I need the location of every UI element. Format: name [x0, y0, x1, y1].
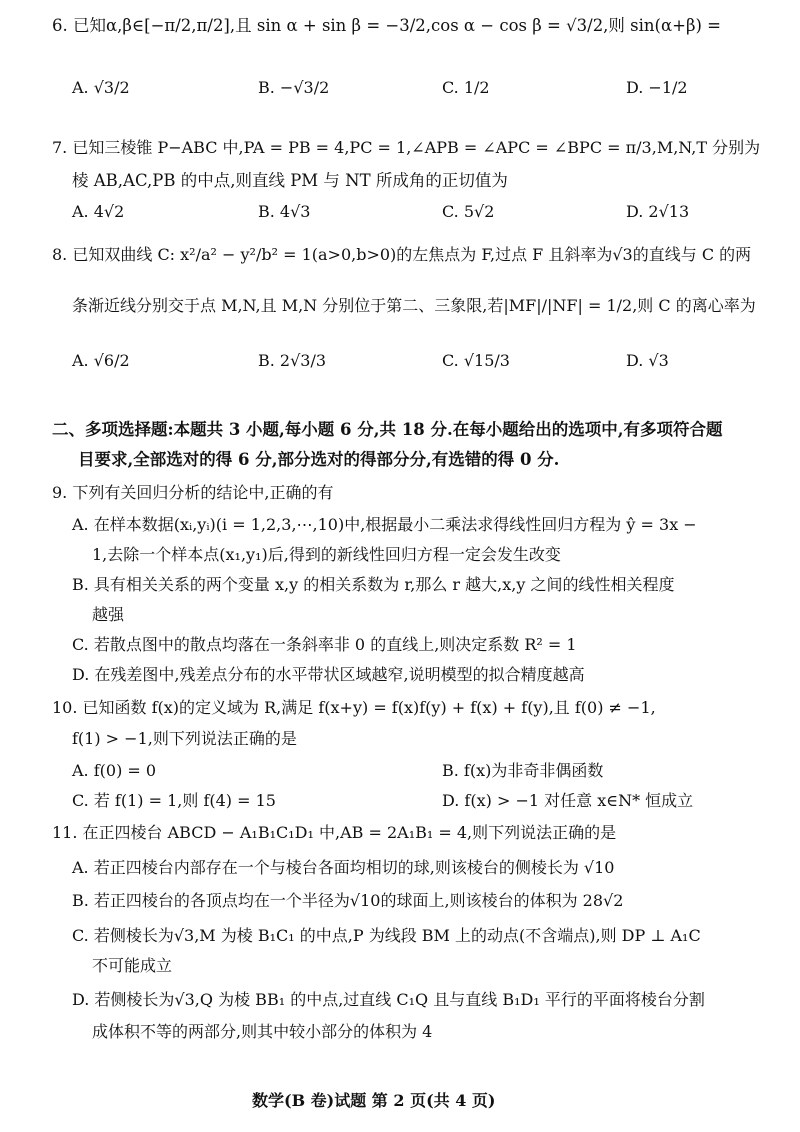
q8-option-c: C. √15/3: [442, 351, 510, 370]
q7-stem-line2: 棱 AB,AC,PB 的中点,则直线 PM 与 NT 所成角的正切值为: [72, 171, 508, 190]
q7-option-b: B. 4√3: [258, 202, 311, 221]
q6-option-c: C. 1/2: [442, 78, 490, 97]
q11-option-c-line1: C. 若侧棱长为√3,M 为棱 B₁C₁ 的中点,P 为线段 BM 上的动点(不含端点),则 DP ⊥ A₁C: [72, 926, 701, 945]
q7-option-a: A. 4√2: [72, 202, 125, 221]
q7-stem-line1: 7. 已知三棱锥 P−ABC 中,PA = PB = 4,PC = 1,∠APB = ∠APC = ∠BPC = π/3,M,N,T 分别为: [52, 138, 761, 157]
q10-stem-line2: f(1) > −1,则下列说法正确的是: [72, 729, 297, 748]
q8-option-b: B. 2√3/3: [258, 351, 327, 370]
q8-stem-line1: 8. 已知双曲线 C: x²/a² − y²/b² = 1(a>0,b>0)的左焦点为 F,过点 F 且斜率为√3的直线与 C 的两: [52, 245, 752, 264]
q11-stem: 11. 在正四棱台 ABCD − A₁B₁C₁D₁ 中,AB = 2A₁B₁ = 4,则下列说法正确的是: [52, 823, 617, 842]
section2-heading-line2: 目要求,全部选对的得 6 分,部分选对的得部分分,有选错的得 0 分.: [78, 450, 560, 469]
q8-stem-line2: 条渐近线分别交于点 M,N,且 M,N 分别位于第二、三象限,若|MF|/|NF| = 1/2,则 C 的离心率为: [72, 296, 756, 315]
section2-heading-line1: 二、多项选择题:本题共 3 小题,每小题 6 分,共 18 分.在每小题给出的选项中,有多项符合题: [52, 420, 723, 439]
q10-option-a: A. f(0) = 0: [72, 761, 157, 780]
q6-option-a: A. √3/2: [72, 78, 130, 97]
q10-option-b: B. f(x)为非奇非偶函数: [442, 761, 604, 780]
q8-option-d: D. √3: [626, 351, 669, 370]
q7-option-c: C. 5√2: [442, 202, 495, 221]
q6-stem: 6. 已知α,β∈[−π/2,π/2],且 sin α + sin β = −3/2,cos α − cos β = √3/2,则 sin(α+β) =: [52, 16, 721, 35]
q11-option-c-line2: 不可能成立: [92, 956, 173, 975]
q10-option-c: C. 若 f(1) = 1,则 f(4) = 15: [72, 791, 276, 810]
q9-option-b-line2: 越强: [92, 605, 125, 624]
q11-option-a: A. 若正四棱台内部存在一个与棱台各面均相切的球,则该棱台的侧棱长为 √10: [72, 858, 615, 877]
q9-option-a-line2: 1,去除一个样本点(x₁,y₁)后,得到的新线性回归方程一定会发生改变: [92, 545, 561, 564]
q11-option-d-line2: 成体积不等的两部分,则其中较小部分的体积为 4: [92, 1022, 433, 1041]
q11-option-b: B. 若正四棱台的各顶点均在一个半径为√10的球面上,则该棱台的体积为 28√2: [72, 891, 624, 910]
q9-stem: 9. 下列有关回归分析的结论中,正确的有: [52, 483, 334, 502]
q10-stem-line1: 10. 已知函数 f(x)的定义域为 R,满足 f(x+y) = f(x)f(y) + f(x) + f(y),且 f(0) ≠ −1,: [52, 698, 656, 717]
q7-option-d: D. 2√13: [626, 202, 690, 221]
q9-option-c: C. 若散点图中的散点均落在一条斜率非 0 的直线上,则决定系数 R² = 1: [72, 635, 577, 654]
q9-option-d: D. 在残差图中,残差点分布的水平带状区域越窄,说明模型的拟合精度越高: [72, 665, 585, 684]
q10-option-d: D. f(x) > −1 对任意 x∈N* 恒成立: [442, 791, 694, 810]
q8-option-a: A. √6/2: [72, 351, 130, 370]
q9-option-a-line1: A. 在样本数据(xᵢ,yᵢ)(i = 1,2,3,⋯,10)中,根据最小二乘法求得线性回归方程为 ŷ = 3x −: [72, 515, 697, 534]
q6-option-d: D. −1/2: [626, 78, 688, 97]
q6-option-b: B. −√3/2: [258, 78, 330, 97]
q9-option-b-line1: B. 具有相关关系的两个变量 x,y 的相关系数为 r,那么 r 越大,x,y 之间的线性相关程度: [72, 575, 675, 594]
page-footer: 数学(B 卷)试题 第 2 页(共 4 页): [252, 1091, 496, 1110]
q11-option-d-line1: D. 若侧棱长为√3,Q 为棱 BB₁ 的中点,过直线 C₁Q 且与直线 B₁D₁ 平行的平面将棱台分割: [72, 990, 705, 1009]
